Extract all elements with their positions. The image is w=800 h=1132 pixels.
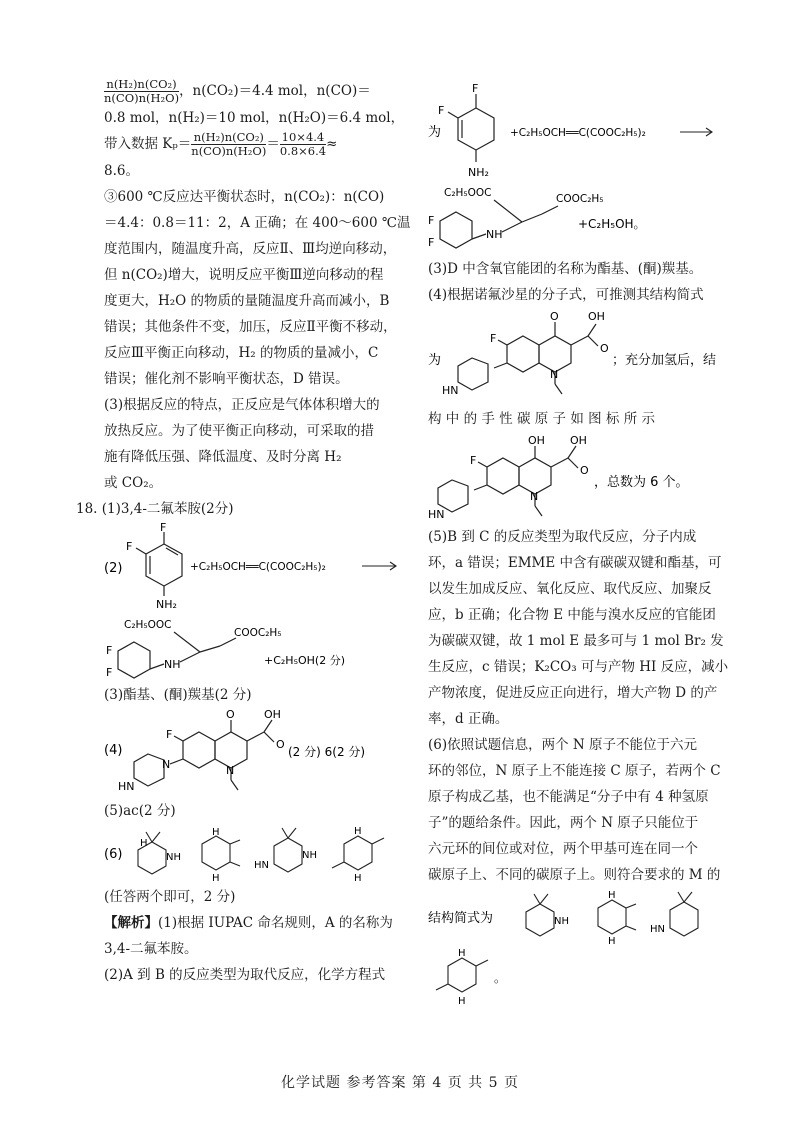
text-line: (6)依照试题信息，两个 N 原子不能位于六元 xyxy=(428,737,698,753)
part-label: (2) xyxy=(104,561,123,576)
hydrogen-label: H xyxy=(458,948,466,959)
question-18-part-5: (5)ac(2 分) xyxy=(104,803,176,819)
text-line: 碳原子上、不同的碳原子上。则符合要求的 M 的 xyxy=(428,867,721,883)
hydrogenated-structure xyxy=(438,446,578,516)
oxygen-label: O xyxy=(276,738,285,751)
analysis-line: 【解析】(1)根据 IUPAC 命名规则，A 的名称为 xyxy=(104,915,393,931)
norfloxacin-structure xyxy=(458,322,598,394)
text-line: 为碳碳双键，故 1 mol E 最多可与 1 mol Br₂ 发 xyxy=(428,633,724,649)
text-line: 子”的题给条件。因此，两个 N 原子只能位于 xyxy=(428,815,699,831)
reaction-equation-2 xyxy=(104,522,404,616)
amine-label: NH xyxy=(164,658,181,671)
question-18-part-6-note: (任答两个即可，2 分) xyxy=(104,889,236,905)
hydrogen-label: H xyxy=(354,826,362,837)
reaction-arrow xyxy=(362,562,396,570)
text-line: 错误；催化剂不影响平衡状态，D 错误。 xyxy=(104,371,349,387)
text-line: 生反应，c 错误；K₂CO₃ 可与产物 HI 反应，减小 xyxy=(428,659,729,675)
difluoroaniline-structure xyxy=(136,532,182,596)
kp-fraction: $\frac{\text{n(H₂)n(CO₂)}}{\text{n(CO)n(H₂O)}}$ xyxy=(104,77,180,105)
hydrogen-label: H xyxy=(354,873,362,884)
question-18-part-1: 18. (1)3,4-二氟苯胺(2分) xyxy=(76,501,234,517)
nitrogen-label: N xyxy=(530,490,539,503)
amine-label: HN xyxy=(254,860,269,871)
text-line: 构 中 的 手 性 碳 原 子 如 图 标 所 示 xyxy=(428,411,655,427)
text-line: (4)根据诺氟沙星的分子式，可推测其结构简式 xyxy=(428,287,704,303)
text-line: (2)A 到 B 的反应类型为取代反应，化学方程式 xyxy=(104,967,386,983)
hydroxyl-label: OH xyxy=(588,310,605,323)
text-line: 错误；其他条件不变，加压，反应Ⅱ平衡不移动， xyxy=(104,319,397,335)
prefix-text: 为 xyxy=(428,353,442,368)
text-tail: ；充分加氢后，结 xyxy=(612,353,717,368)
right-column xyxy=(428,80,729,1010)
text-line: 反应Ⅲ平衡正向移动，H₂ 的物质的量减小，C xyxy=(104,345,379,361)
hydroxyl-label: OH xyxy=(570,434,587,447)
text-line: 放热反应。为了使平衡正向移动，可采取的措 xyxy=(104,423,374,439)
amine-label: NH xyxy=(486,228,503,241)
text-line: ＝4.4：0.8＝11：2，A 正确；在 400～600 ℃温 xyxy=(104,215,411,231)
oxygen-label: O xyxy=(226,708,235,721)
text-line: 应，b 正确；化合物 E 中能与溴水反应的官能团 xyxy=(428,607,716,623)
oxygen-label: O xyxy=(600,342,609,355)
product-structure xyxy=(118,632,236,678)
amine-label: NH xyxy=(302,850,317,861)
isomer-structure-last xyxy=(428,944,718,1010)
hydrogen-label: H xyxy=(140,838,148,849)
reagent-text: +C₂H₅OCH══C(COOC₂H₅)₂ xyxy=(190,561,326,573)
part-label: (6) xyxy=(104,847,123,862)
text-line: ③600 ℃反应达平衡状态时，n(CO₂)：n(CO) xyxy=(104,189,385,205)
text-tail: ，总数为 6 个。 xyxy=(594,475,689,490)
ester-label: C₂H₅OOC xyxy=(124,619,172,631)
fluorine-label: F xyxy=(490,332,497,345)
text-line: 环的邻位，N 原子上不能连接 C 原子，若两个 C xyxy=(428,763,721,779)
amino-label: NH₂ xyxy=(468,166,489,179)
difluoroaniline-structure xyxy=(448,94,494,162)
fluorine-label: F xyxy=(106,644,113,657)
byproduct-text: +C₂H₅OH。 xyxy=(578,217,646,231)
question-18-part-3: (3)酯基、(酮)羰基(2 分) xyxy=(104,687,252,703)
hydrogen-label: H xyxy=(608,936,616,944)
text-line: (5)B 到 C 的反应类型为取代反应，分子内成 xyxy=(428,529,697,545)
amine-label: HN xyxy=(118,780,135,793)
text-line: 3,4-二氟苯胺。 xyxy=(104,941,198,957)
prefix-text: 为 xyxy=(428,125,442,140)
fluorine-label: F xyxy=(470,454,477,467)
isomer-ring xyxy=(274,828,302,872)
hydrogen-label: H xyxy=(608,890,616,901)
isomer-ring xyxy=(202,836,240,870)
text-line: 但 n(CO₂)增大，说明反应平衡Ⅲ逆向移动的程 xyxy=(104,267,384,283)
amine-label: NH xyxy=(166,852,181,863)
reaction-arrow xyxy=(680,128,712,136)
part-label: (4) xyxy=(104,743,123,758)
reaction-equation-right xyxy=(428,80,718,184)
nitrogen-label: N xyxy=(226,764,235,777)
text-line: (3)根据反应的特点，正反应是气体体积增大的 xyxy=(104,397,380,413)
isomer-ring xyxy=(598,900,636,934)
isomer-ring xyxy=(436,958,488,992)
reaction-product-right xyxy=(428,184,718,256)
amino-label: NH₂ xyxy=(156,598,177,611)
amine-label: HN xyxy=(442,384,459,397)
text-line: 度范围内，随温度升高，反应Ⅱ、Ⅲ均逆向移动， xyxy=(104,241,397,257)
fluorine-label: F xyxy=(106,666,113,679)
text-line: 环，a 错误；EMME 中含有碳碳双键和酯基，可 xyxy=(428,555,722,571)
hydrogen-label: H xyxy=(458,996,466,1007)
isomer-ring xyxy=(670,892,698,936)
reagent-text: +C₂H₅OCH══C(COOC₂H₅)₂ xyxy=(510,127,646,139)
text-line: 六元环的间位或对位，两个甲基可连在同一个 xyxy=(428,841,698,857)
hydrogen-label: H xyxy=(212,827,220,838)
fluorine-label: F xyxy=(126,540,133,553)
fluorine-label: F xyxy=(160,522,167,534)
kp-expression-line: $\frac{\text{n(H₂)n(CO₂)}}{\text{n(CO)n(H₂O)}}$ ，n(CO₂)＝4.4 mol，n(CO)＝ xyxy=(104,77,371,105)
prefix-text: 结构简式为 xyxy=(428,911,494,926)
fluorine-label: F xyxy=(428,236,435,249)
left-column xyxy=(76,77,411,988)
oxygen-label: O xyxy=(550,310,559,323)
score-text: (2 分) 6(2 分) xyxy=(288,745,366,759)
norfloxacin-structure xyxy=(134,720,274,790)
hydrogenated-structure-line xyxy=(428,432,718,524)
text-line: 度更大，H₂O 的物质的量随温度升高而减小，B xyxy=(104,293,390,309)
amine-label: NH xyxy=(554,916,569,927)
page-footer: 化学试题 参考答案 第 4 页 共 5 页 xyxy=(281,1075,519,1091)
norfloxacin-structure-line xyxy=(428,308,718,406)
text-line: 率，d 正确。 xyxy=(428,711,509,727)
reaction-product-2 xyxy=(104,616,404,682)
nitrogen-label: N xyxy=(550,368,559,381)
kp-calc-line: 带入数据 Kₚ＝ $\frac{\text{n(H₂)n(CO₂)}}{\text{n(CO)n(H₂O)}}$ ＝ $\frac{10\times 4.4}{0.8\times 6.4}$ ≈ xyxy=(104,130,338,158)
text-line: 施有降低压强、降低温度、及时分离 H₂ xyxy=(104,449,342,465)
fluorine-label: F xyxy=(438,104,445,117)
text-tail: 。 xyxy=(494,971,507,985)
text-line: (3)D 中含氧官能团的名称为酯基、(酮)羰基。 xyxy=(428,261,703,277)
fluorine-label: F xyxy=(166,728,173,741)
oxygen-label: O xyxy=(580,464,589,477)
hydrogen-label: H xyxy=(212,873,220,884)
nitrogen-label: N xyxy=(162,758,171,771)
fluorine-label: F xyxy=(428,214,435,227)
hydroxyl-label: OH xyxy=(528,434,545,447)
text-line: 0.8 mol，n(H₂)＝10 mol，n(H₂O)＝6.4 mol， xyxy=(104,110,405,126)
text-line: 原子构成乙基，也不能满足“分子中有 4 种氢原 xyxy=(428,789,709,805)
text-line: 产物浓度，促进反应正向进行，增大产物 D 的产 xyxy=(428,685,718,701)
isomer-ring xyxy=(526,894,554,936)
hydroxyl-label: OH xyxy=(264,708,281,721)
isomer-structures-right xyxy=(428,888,718,944)
amine-label: HN xyxy=(428,508,445,521)
isomer-ring xyxy=(332,836,384,870)
ester-label: COOC₂H₅ xyxy=(234,627,282,639)
ester-label: C₂H₅OOC xyxy=(444,187,492,199)
fluorine-label: F xyxy=(472,82,479,95)
amine-label: HN xyxy=(650,924,665,935)
ester-label: COOC₂H₅ xyxy=(556,193,604,205)
byproduct-text: +C₂H₅OH(2 分) xyxy=(264,654,345,667)
text-line: 以发生加成反应、氧化反应、取代反应、加聚反 xyxy=(428,581,712,597)
isomer-structures xyxy=(104,824,404,884)
text-line: 或 CO₂。 xyxy=(104,475,163,491)
text-line: 8.6。 xyxy=(104,163,139,179)
norfloxacin-answer xyxy=(104,708,404,798)
